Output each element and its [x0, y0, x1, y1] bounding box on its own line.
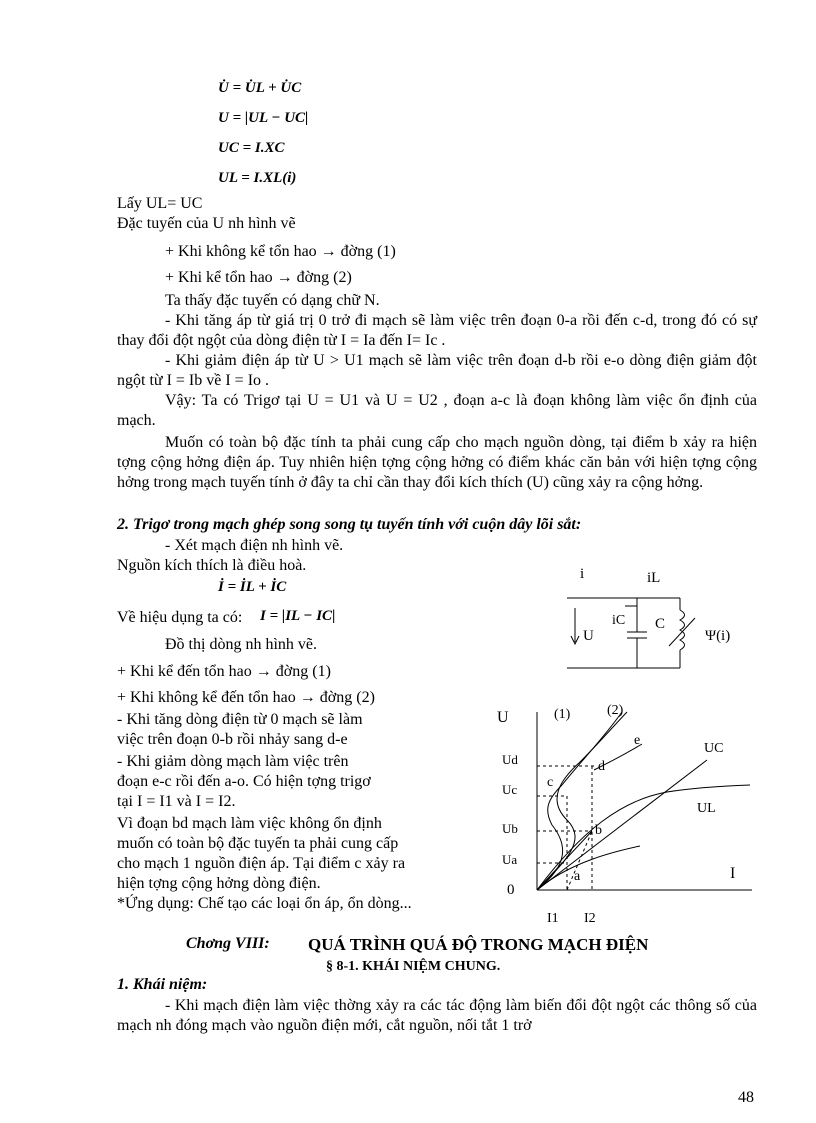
point-e: e — [634, 733, 641, 748]
tick-uc: Uc — [502, 782, 518, 797]
paragraph: - Khi mạch điện làm việc thờng xảy ra các tác động làm biến đổi đột ngột các thông số của mạch nh đóng mạch vào nguồn điện mới, cắt nguồn, nối tắt 1 trở — [117, 997, 757, 1034]
tick-ub: Ub — [502, 821, 518, 836]
formula-abs-diff: U = |UL − UC| — [218, 110, 309, 126]
ul-curve-label: UL — [697, 801, 716, 816]
formula-phasor-sum: U̇ = U̇L + U̇C — [218, 80, 302, 96]
text-line: Đồ thị dòng nh hình vẽ. — [165, 636, 317, 653]
section-title: § 8-1. KHÁI NIỆM CHUNG. — [326, 959, 501, 974]
chapter-label: Chơng VIII: — [186, 935, 270, 952]
label-c: C — [655, 616, 666, 632]
curve1-label: (1) — [554, 707, 571, 722]
formula-ul: UL = I.XL(i) — [218, 170, 297, 186]
formula-current-sum: İ = İL + İC — [218, 579, 287, 595]
text-line: việc trên đoạn 0-b rồi nhảy sang d-e — [117, 731, 348, 748]
point-d: d — [598, 759, 605, 774]
label-i: i — [580, 566, 585, 582]
text-line: Nguồn kích thích là điều hoà. — [117, 557, 307, 574]
circuit-diagram — [555, 560, 775, 680]
axis-i-label: I — [730, 865, 736, 882]
text-line: Đặc tuyến của U nh hình vẽ — [117, 215, 296, 232]
text-line: Về hiệu dụng ta có: — [117, 609, 243, 626]
curve2-label: (2) — [607, 703, 624, 718]
tick-ua: Ua — [502, 852, 518, 867]
text-line: tại I = I1 và I = I2. — [117, 793, 236, 810]
text-line: Vì đoạn bd mạch làm việc không ổn định — [117, 815, 382, 832]
text-line: - Khi tăng dòng điện từ 0 mạch sẽ làm — [117, 711, 363, 728]
text-line: muốn có toàn bộ đặc tuyến ta phải cung cấp — [117, 835, 399, 852]
tick-i2: I2 — [584, 911, 596, 926]
point-b: b — [595, 823, 602, 838]
paragraph: Vậy: Ta có Trigơ tại U = U1 và U = U2 , đoạn a-c là đoạn không làm việc ổn định của mạch. — [117, 392, 757, 429]
uc-line-label: UC — [704, 741, 724, 756]
point-a: a — [574, 869, 581, 884]
text-line: - Khi giảm dòng mạch làm việc trên — [117, 753, 349, 770]
text-line: *Ứng dụng: Chế tạo các loại ổn áp, ổn dòng... — [117, 895, 412, 912]
axis-u-label: U — [497, 709, 509, 726]
paragraph: Muốn có toàn bộ đặc tính ta phải cung cấp cho mạch nguồn dòng, tại điểm b xảy ra hiện tợng cộng hởng điện áp. Tuy nhiên hiện tợng cộng hởng có điểm khác căn bản với hiện tợng cộng hởng trong mạch tuyến tính ở đây ta chỉ cần thay đổi kích thích (U) cũng xảy ra cộng hởng. — [117, 434, 757, 491]
text-line: Lấy UL= UC — [117, 195, 203, 212]
paragraph: - Khi giảm điện áp từ U > U1 mạch sẽ làm việc trên đoạn d-b rồi e-o dòng điện giảm đột ngột từ I = Ib về I = Io . — [117, 352, 757, 389]
label-psi: Ψ(i) — [705, 628, 731, 644]
point-c: c — [547, 775, 554, 790]
text-line: + Khi không kể đến tổn hao → đờng (2) — [117, 689, 375, 706]
text-line: + Khi không kể tổn hao → đờng (1) — [165, 243, 396, 260]
label-il: iL — [647, 570, 661, 586]
text-line: Ta thấy đặc tuyến có dạng chữ N. — [165, 292, 380, 309]
characteristic-graph — [492, 700, 762, 930]
text-line: - Xét mạch điện nh hình vẽ. — [165, 537, 344, 554]
origin-label: 0 — [507, 882, 515, 898]
label-u: U — [583, 628, 594, 644]
paragraph: - Khi tăng áp từ giá trị 0 trở đi mạch sẽ làm việc trên đoạn 0-a rồi đến c-d, trong đó có sự thay đổi đột ngột của dòng điện từ I = Ia đến I= Ic . — [117, 312, 757, 349]
formula-abs-current: I = |IL − IC| — [260, 608, 336, 624]
text-line: cho mạch 1 nguồn điện áp. Tại điểm c xảy ra — [117, 855, 406, 872]
subsection-heading: 1. Khái niệm: — [117, 976, 208, 993]
text-line: đoạn e-c rồi đến a-o. Có hiện tợng trigơ — [117, 773, 371, 790]
page-number: 48 — [738, 1089, 754, 1106]
chapter-title: QUÁ TRÌNH QUÁ ĐỘ TRONG MẠCH ĐIỆN — [308, 935, 649, 954]
tick-ud: Ud — [502, 752, 518, 767]
text-line: + Khi kể tổn hao → đờng (2) — [165, 269, 352, 286]
formula-uc: UC = I.XC — [218, 140, 285, 156]
text-line: + Khi kể đến tổn hao → đờng (1) — [117, 663, 331, 680]
text-line: hiện tợng cộng hởng dòng điện. — [117, 875, 321, 892]
label-ic: iC — [612, 613, 626, 628]
section-heading: 2. Trigơ trong mạch ghép song song tụ tuyến tính với cuộn dây lõi sắt: — [117, 516, 582, 533]
tick-i1: I1 — [547, 911, 559, 926]
